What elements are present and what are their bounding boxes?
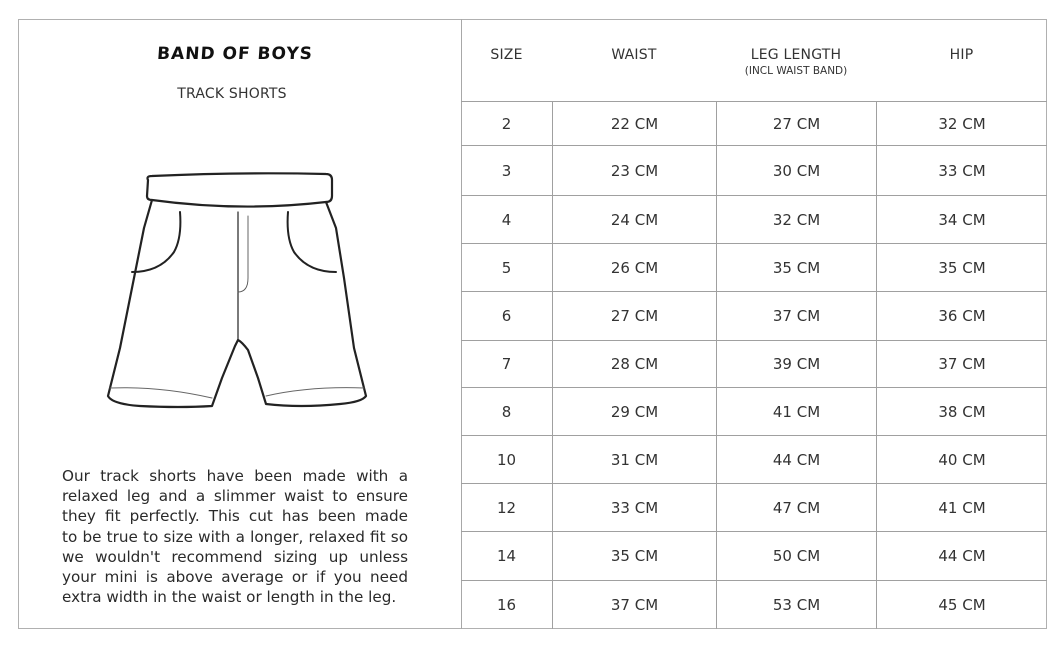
cell-size: 12 [496,498,517,517]
table-row [461,244,1047,292]
cell-waist: 33 CM [552,484,716,531]
cell-leg: 50 CM [716,532,876,580]
cell-waist: 37 CM [552,581,716,629]
cell-leg: 27 CM [716,102,876,145]
shorts-illustration [100,168,370,413]
brand-logo: BAND OF BOYS [156,44,314,64]
header-waist: WAIST [611,47,657,63]
cell-size: 6 [501,307,512,325]
cell-hip: 36 CM [876,292,1047,340]
cell-hip: 45 CM [876,581,1047,629]
cell-leg: 44 CM [716,436,876,483]
header-leg-length [716,47,876,77]
cell-hip: 35 CM [876,244,1047,291]
cell-size: 10 [496,450,517,469]
table-row [461,102,1047,146]
cell-hip: 33 CM [876,146,1047,195]
table-row [461,146,1047,196]
cell-leg: 47 CM [716,484,876,531]
cell-waist: 29 CM [552,388,716,435]
description-line: relaxed leg and a slimmer waist to ensure [62,487,408,506]
description-line: extra width in the waist or length in the leg. [62,588,397,607]
cell-hip: 32 CM [876,102,1047,145]
cell-waist: 35 CM [552,532,716,580]
header-hip: HIP [949,47,974,63]
table-row [461,196,1047,244]
cell-waist: 24 CM [552,196,716,243]
description-line: your mini is above average or if you need [62,568,408,587]
header-size: SIZE [490,47,523,63]
cell-hip: 40 CM [876,436,1047,483]
cell-leg: 35 CM [716,244,876,291]
cell-size: 14 [496,547,517,565]
cell-waist: 31 CM [552,436,716,483]
table-row [461,292,1047,341]
product-description [62,466,408,607]
cell-leg: 53 CM [716,581,876,629]
cell-hip: 38 CM [876,388,1047,435]
cell-size: 4 [501,210,512,229]
header-leg-length-label: LEG LENGTH [750,47,842,63]
size-table [461,19,1047,629]
cell-size: 16 [496,596,517,614]
description-line: we wouldn't recommend sizing up unless [62,547,408,566]
cell-leg: 37 CM [716,292,876,340]
description-line: they fit perfectly. This cut has been made [62,507,408,526]
cell-size: 7 [501,355,512,373]
cell-hip: 41 CM [876,484,1047,531]
cell-hip: 37 CM [876,341,1047,387]
table-row [461,581,1047,629]
cell-waist: 28 CM [552,341,716,387]
cell-size: 5 [501,258,512,277]
cell-leg: 41 CM [716,388,876,435]
header-leg-length-note: (INCL WAIST BAND) [744,65,848,77]
table-row [461,341,1047,388]
cell-size: 2 [501,114,512,133]
cell-size: 8 [501,402,512,421]
cell-size: 3 [501,161,512,180]
product-title: TRACK SHORTS [177,86,287,102]
description-line: Our track shorts have been made with a [62,467,408,485]
cell-waist: 22 CM [552,102,716,145]
cell-leg: 30 CM [716,146,876,195]
table-row [461,532,1047,581]
table-row [461,388,1047,436]
table-header [461,19,1047,102]
cell-waist: 27 CM [552,292,716,340]
table-row [461,436,1047,484]
cell-leg: 39 CM [716,341,876,387]
description-line: to be true to size with a longer, relaxed fit so [62,527,408,546]
table-row [461,484,1047,532]
cell-waist: 26 CM [552,244,716,291]
cell-leg: 32 CM [716,196,876,243]
cell-hip: 34 CM [876,196,1047,243]
cell-waist: 23 CM [552,146,716,195]
cell-hip: 44 CM [876,532,1047,580]
